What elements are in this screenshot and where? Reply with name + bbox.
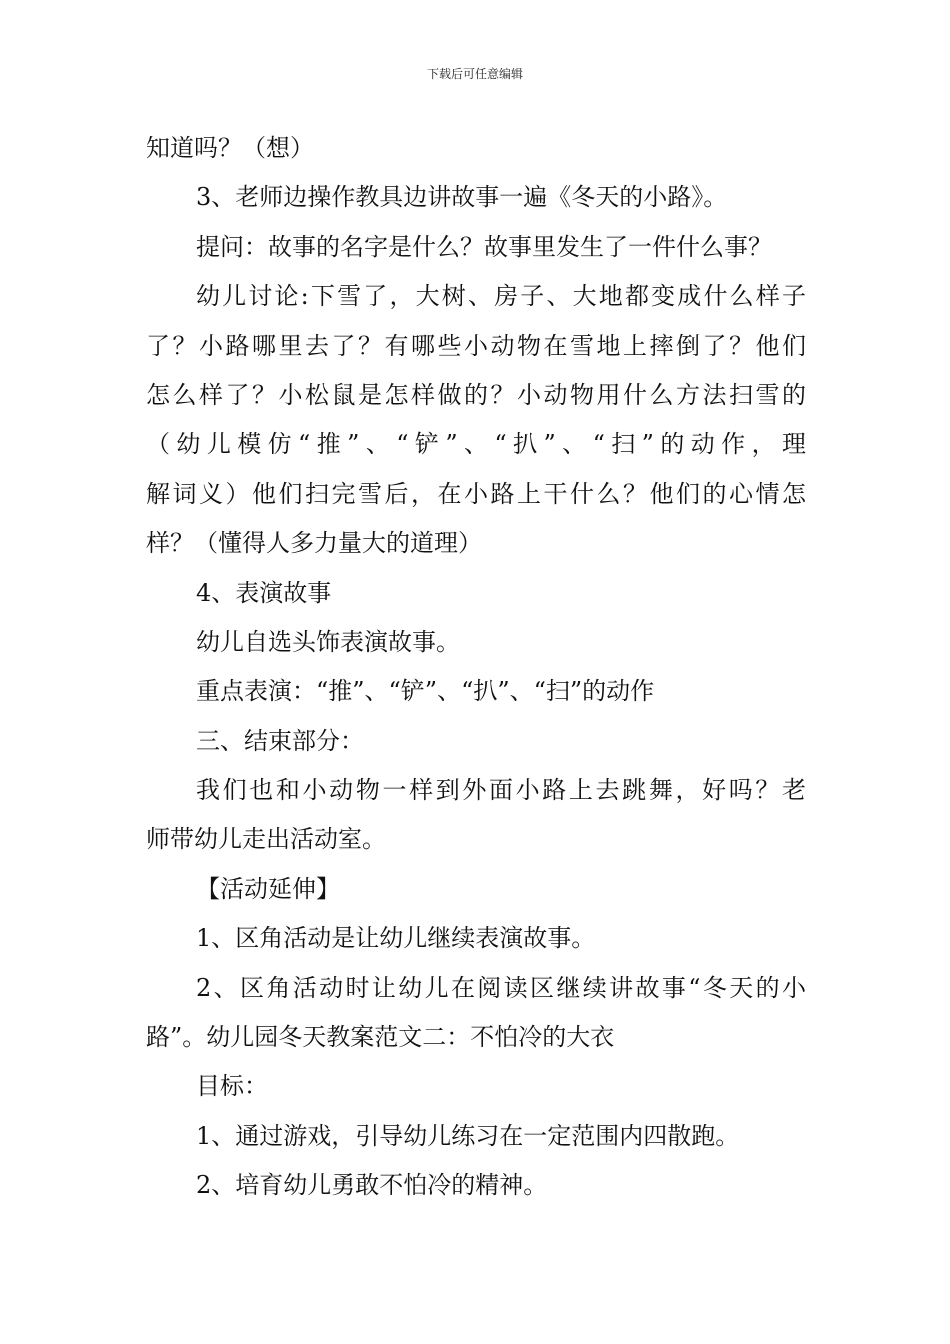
text-line: 2、区角活动时让幼儿在阅读区继续讲故事“冬天的小 [196, 973, 806, 1002]
text-line: 解词义）他们扫完雪后，在小路上干什么？他们的心情怎 [146, 479, 806, 508]
text-line: 我们也和小动物一样到外面小路上去跳舞，好吗？老 [196, 776, 806, 805]
text-line: （幼儿模仿“推”、“铲”、“扒”、“扫”的动作，理 [146, 430, 806, 459]
text-line: 幼儿讨论:下雪了，大树、房子、大地都变成什么样子 [196, 282, 806, 311]
text-line: 1、区角活动是让幼儿继续表演故事。 [196, 924, 596, 953]
text-line: 师带幼儿走出活动室。 [146, 825, 386, 854]
text-line: 3、老师边操作教具边讲故事一遍《冬天的小路》。 [196, 183, 728, 212]
text-line: 4、表演故事 [196, 578, 332, 607]
text-line: 提问：故事的名字是什么？故事里发生了一件什么事？ [196, 232, 772, 261]
text-line: 路”。幼儿园冬天教案范文二：不怕冷的大衣 [146, 1023, 615, 1052]
text-line: 重点表演：“推”、“铲”、“扒”、“扫”的动作 [196, 677, 655, 706]
section-heading: 三、结束部分： [196, 726, 364, 755]
page-header: 下载后可任意编辑 [426, 67, 523, 81]
text-line: 幼儿自选头饰表演故事。 [196, 627, 460, 656]
document-body [146, 124, 806, 1211]
section-heading: 【活动延伸】 [196, 874, 340, 903]
text-line: 1、通过游戏，引导幼儿练习在一定范围内四散跑。 [196, 1121, 740, 1150]
text-line: 2、培育幼儿勇敢不怕冷的精神。 [196, 1171, 548, 1200]
text-line: 了？小路哪里去了？有哪些小动物在雪地上摔倒了？他们 [146, 331, 806, 360]
section-heading: 目标： [196, 1072, 268, 1101]
text-line: 样？（懂得人多力量大的道理） [146, 529, 482, 558]
text-line: 怎么样了？小松鼠是怎样做的？小动物用什么方法扫雪的 [146, 380, 806, 409]
text-line: 知道吗？（想） [146, 134, 314, 162]
